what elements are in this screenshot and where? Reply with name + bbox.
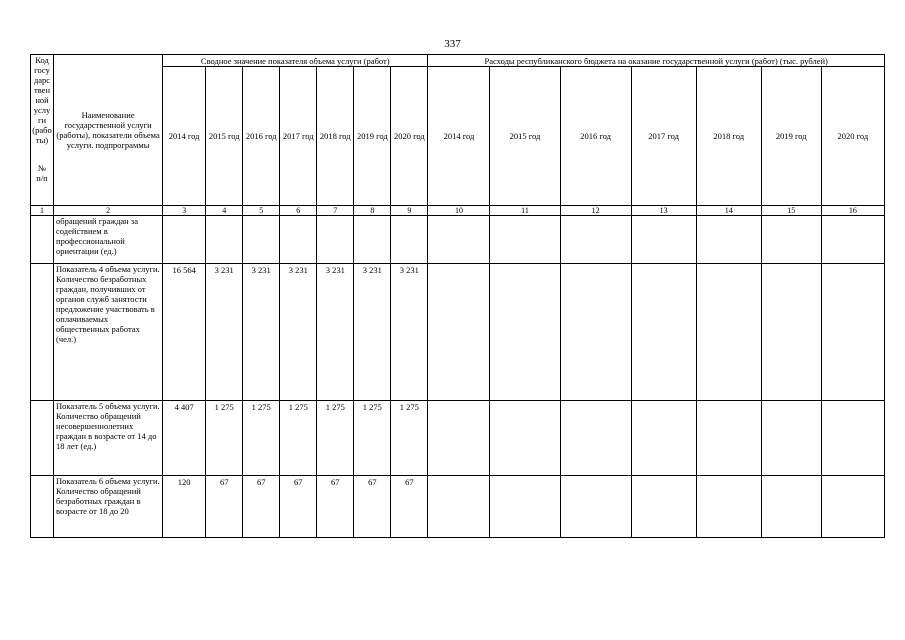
budget-value-cell <box>490 264 560 401</box>
volume-value-cell: 1 275 <box>391 401 428 476</box>
services-table <box>30 54 885 538</box>
budget-value-cell <box>761 216 821 264</box>
column-number: 3 <box>163 206 206 216</box>
volume-value-cell: 67 <box>354 476 391 538</box>
budget-year-header: 2015 год <box>490 67 560 206</box>
code-column-header <box>31 55 54 206</box>
column-number: 1 <box>31 206 54 216</box>
volume-value-cell: 3 231 <box>243 264 280 401</box>
budget-value-cell <box>631 476 696 538</box>
code-cell <box>31 216 54 264</box>
table-row <box>31 264 885 401</box>
budget-value-cell <box>560 401 631 476</box>
budget-value-cell <box>428 476 490 538</box>
budget-value-cell <box>761 264 821 401</box>
volume-year-header: 2017 год <box>280 67 317 206</box>
indicator-name-cell: Показатель 6 объема услуги. Количество обращений безработных граждан в возрасте от 18 до 20 <box>54 476 163 538</box>
column-number: 7 <box>317 206 354 216</box>
volume-value-cell: 3 231 <box>391 264 428 401</box>
volume-value-cell: 67 <box>317 476 354 538</box>
budget-value-cell <box>490 216 560 264</box>
budget-value-cell <box>696 264 761 401</box>
budget-value-cell <box>631 264 696 401</box>
volume-value-cell <box>354 216 391 264</box>
volume-value-cell: 120 <box>163 476 206 538</box>
column-number: 9 <box>391 206 428 216</box>
indicator-name-cell: Показатель 4 объема услуги. Количество безработных граждан, получивших от органов служб занятости предложение участвовать в оплачиваемых общественных работах (чел.) <box>54 264 163 401</box>
volume-year-header: 2019 год <box>354 67 391 206</box>
volume-year-header: 2014 год <box>163 67 206 206</box>
budget-value-cell <box>696 216 761 264</box>
volume-value-cell: 67 <box>391 476 428 538</box>
volume-value-cell: 67 <box>280 476 317 538</box>
page-number: 337 <box>444 38 461 50</box>
column-number: 2 <box>54 206 163 216</box>
volume-value-cell: 1 275 <box>354 401 391 476</box>
column-number: 13 <box>631 206 696 216</box>
column-number: 14 <box>696 206 761 216</box>
budget-value-cell <box>821 264 884 401</box>
budget-year-header: 2017 год <box>631 67 696 206</box>
volume-value-cell <box>280 216 317 264</box>
column-number: 5 <box>243 206 280 216</box>
budget-value-cell <box>560 476 631 538</box>
budget-value-cell <box>696 476 761 538</box>
budget-value-cell <box>428 216 490 264</box>
budget-value-cell <box>761 476 821 538</box>
budget-value-cell <box>490 476 560 538</box>
budget-value-cell <box>631 401 696 476</box>
volume-value-cell <box>317 216 354 264</box>
volume-value-cell: 3 231 <box>206 264 243 401</box>
volume-value-cell: 1 275 <box>243 401 280 476</box>
table-row <box>31 216 885 264</box>
budget-year-header: 2014 год <box>428 67 490 206</box>
table-body <box>31 216 885 538</box>
volume-value-cell <box>243 216 280 264</box>
column-number: 15 <box>761 206 821 216</box>
row-number-header-text: № п/п <box>36 163 48 183</box>
column-number: 8 <box>354 206 391 216</box>
name-column-header: Наименование государственной услуги (работы), показатели объема услуги. подпрограммы <box>54 55 163 206</box>
budget-value-cell <box>428 264 490 401</box>
code-cell <box>31 476 54 538</box>
column-number: 11 <box>490 206 560 216</box>
volume-value-cell: 3 231 <box>354 264 391 401</box>
budget-year-header: 2018 год <box>696 67 761 206</box>
column-number: 6 <box>280 206 317 216</box>
volume-year-header: 2016 год <box>243 67 280 206</box>
volume-year-header: 2018 год <box>317 67 354 206</box>
table-row <box>31 401 885 476</box>
volume-value-cell <box>391 216 428 264</box>
volume-value-cell: 3 231 <box>280 264 317 401</box>
budget-year-header: 2019 год <box>761 67 821 206</box>
column-number: 16 <box>821 206 884 216</box>
indicator-name-cell: Показатель 5 объема услуги. Количество обращений несовершеннолетних граждан в возрасте от 14 до 18 лет (ед.) <box>54 401 163 476</box>
budget-value-cell <box>631 216 696 264</box>
volume-value-cell: 1 275 <box>206 401 243 476</box>
volume-year-header: 2015 год <box>206 67 243 206</box>
budget-year-header: 2020 год <box>821 67 884 206</box>
volume-value-cell: 67 <box>206 476 243 538</box>
budget-value-cell <box>560 264 631 401</box>
column-number: 4 <box>206 206 243 216</box>
code-header-text: Код госу дарс твен ной услу ги (рабо ты) <box>32 55 52 145</box>
volume-value-cell: 16 564 <box>163 264 206 401</box>
volume-value-cell <box>206 216 243 264</box>
volume-year-header: 2020 год <box>391 67 428 206</box>
budget-group-header: Расходы республиканского бюджета на оказание государственной услуги (работ) (тыс. рублей) <box>428 55 885 67</box>
column-number-row <box>31 206 885 216</box>
budget-value-cell <box>428 401 490 476</box>
volume-value-cell: 67 <box>243 476 280 538</box>
column-number: 10 <box>428 206 490 216</box>
code-cell <box>31 401 54 476</box>
budget-value-cell <box>821 216 884 264</box>
code-cell <box>31 264 54 401</box>
budget-value-cell <box>696 401 761 476</box>
budget-value-cell <box>821 476 884 538</box>
budget-value-cell <box>761 401 821 476</box>
volume-value-cell <box>163 216 206 264</box>
budget-value-cell <box>821 401 884 476</box>
budget-year-header: 2016 год <box>560 67 631 206</box>
budget-value-cell <box>560 216 631 264</box>
table-row <box>31 476 885 538</box>
volume-value-cell: 1 275 <box>317 401 354 476</box>
column-number: 12 <box>560 206 631 216</box>
volume-value-cell: 4 407 <box>163 401 206 476</box>
volume-group-header: Сводное значение показателя объема услуги (работ) <box>163 55 428 67</box>
volume-value-cell: 1 275 <box>280 401 317 476</box>
volume-value-cell: 3 231 <box>317 264 354 401</box>
budget-value-cell <box>490 401 560 476</box>
indicator-name-cell: обращений граждан за содействием в профессиональной ориентации (ед.) <box>54 216 163 264</box>
